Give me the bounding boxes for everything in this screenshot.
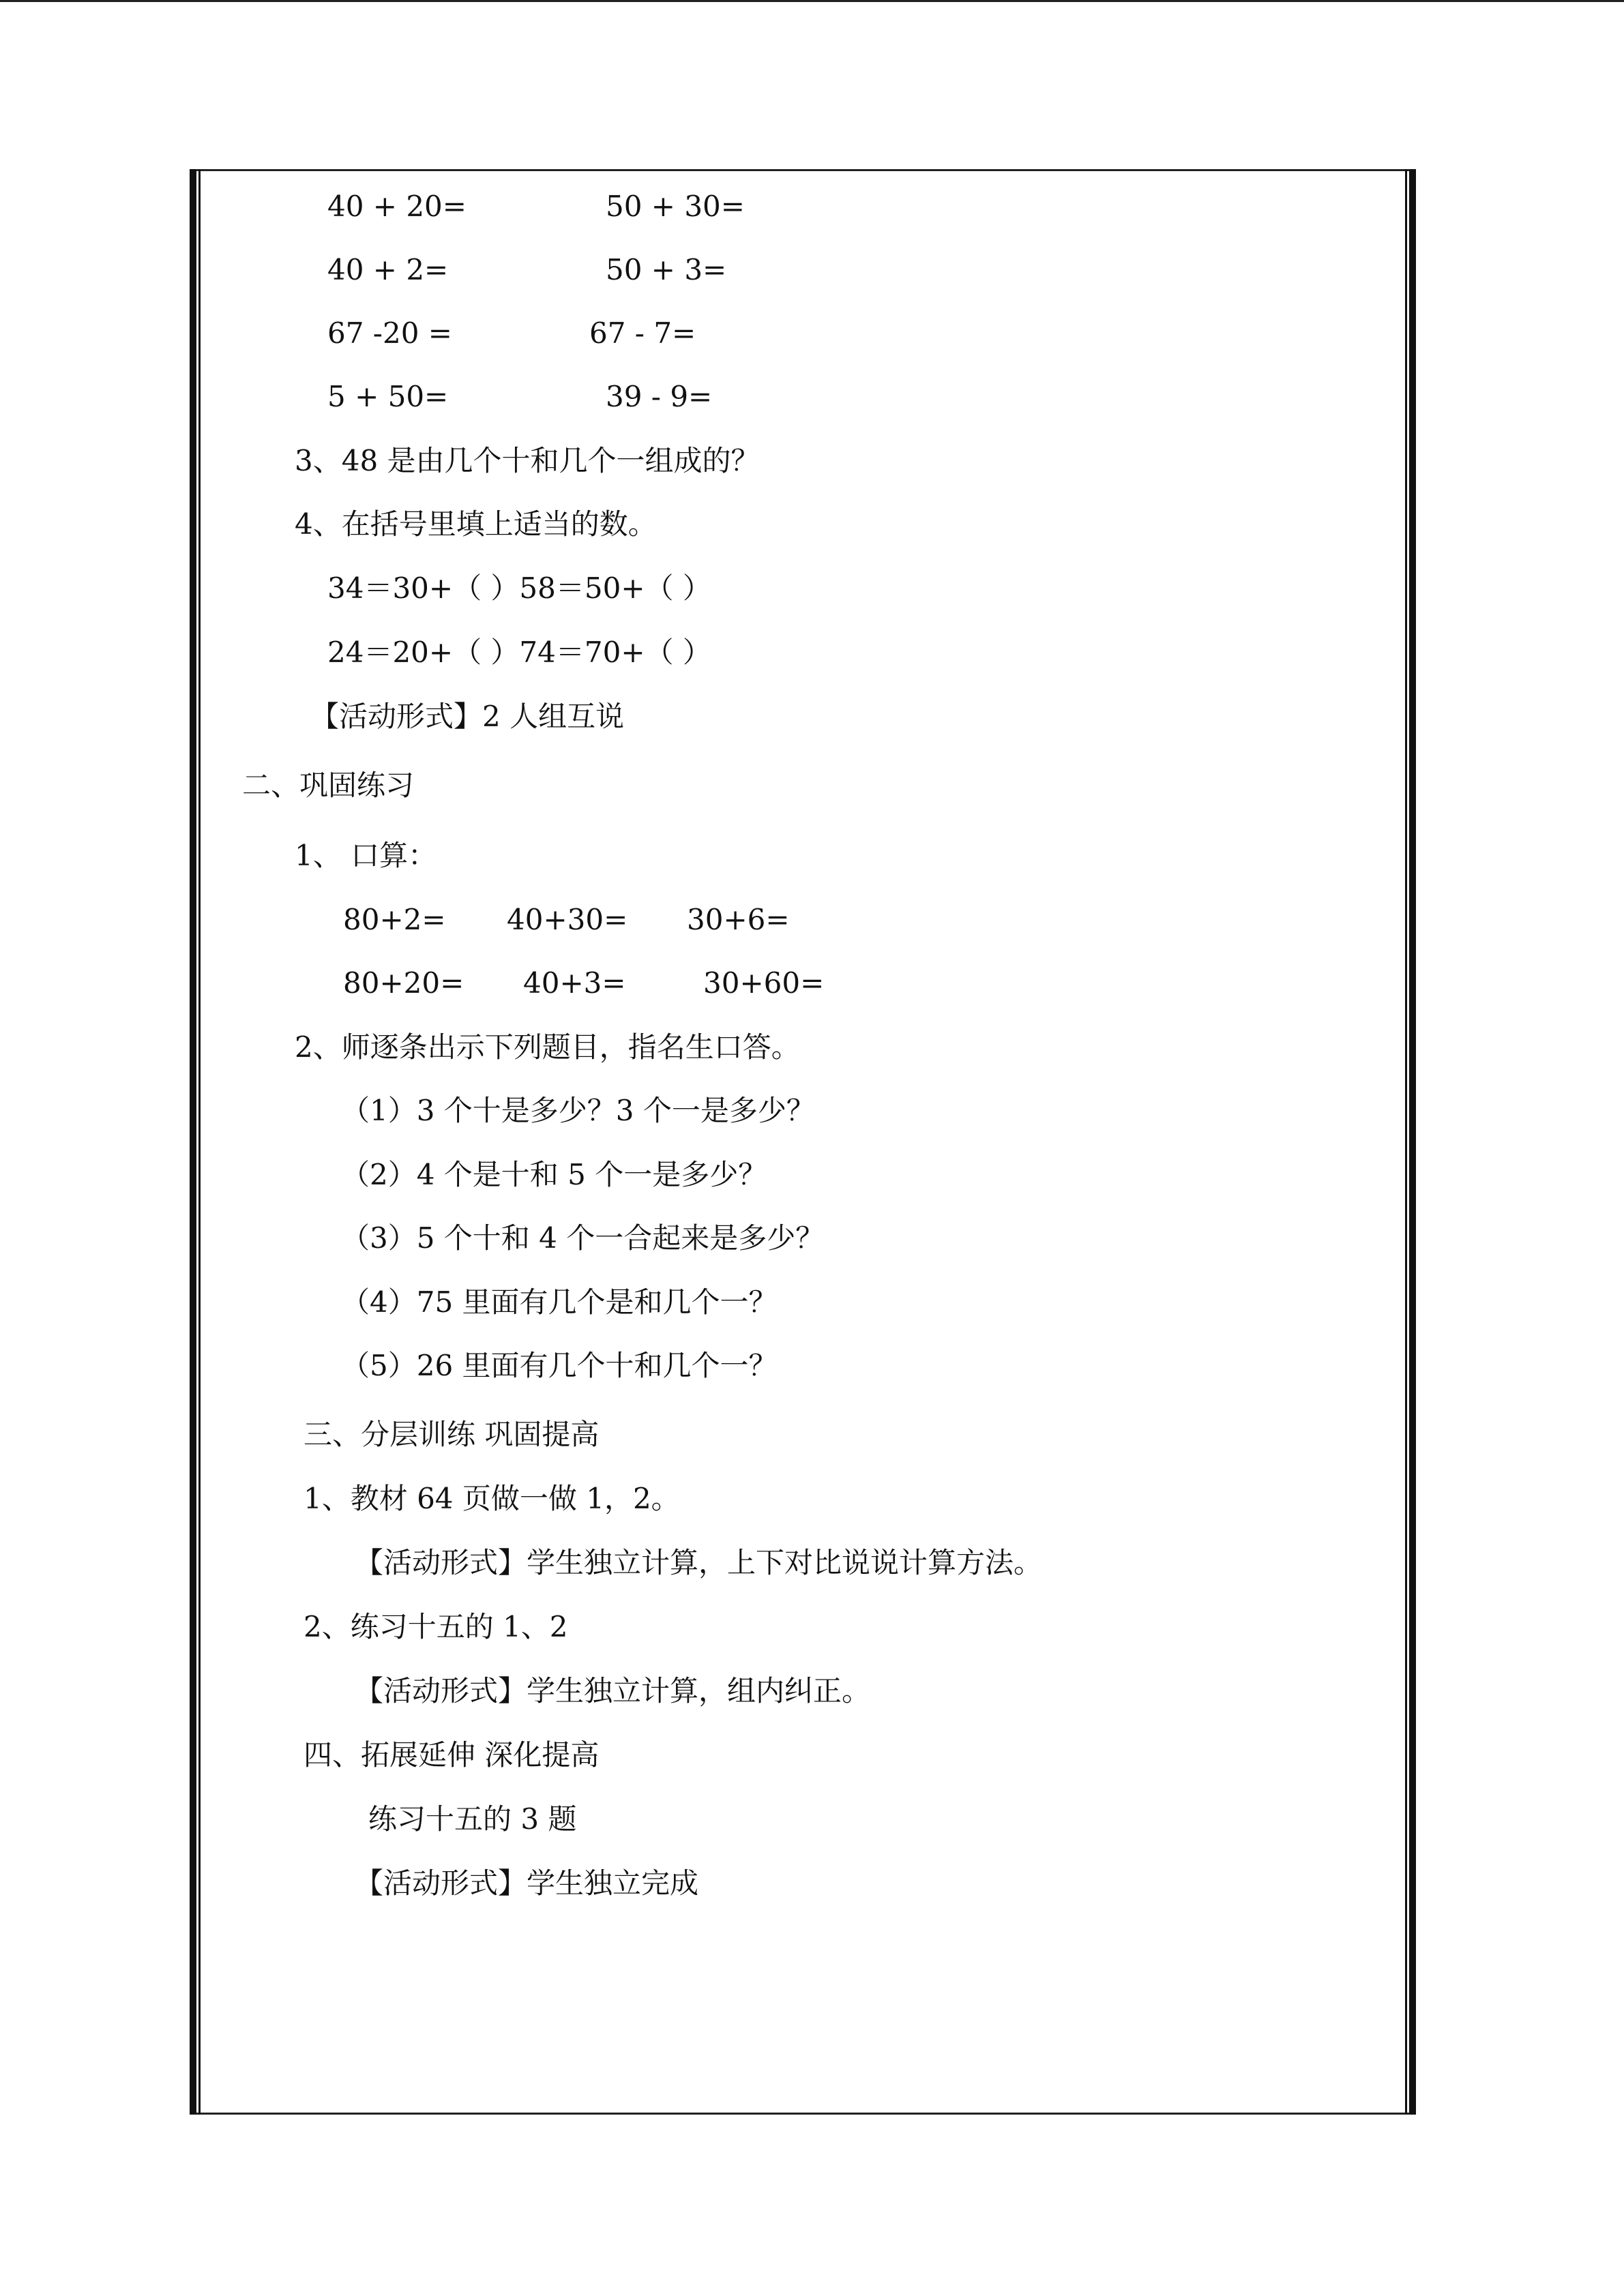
expr-5-plus-50: 5 + 50= <box>327 380 449 413</box>
sub-question-1: （1）3 个十是多少？3 个一是多少？ <box>341 1094 815 1127</box>
expr-67-minus-7: 67 - 7= <box>589 316 696 350</box>
expr-30-plus-6: 30+6= <box>687 903 790 936</box>
expr-30-plus-60: 30+60= <box>703 966 825 1000</box>
page-top-rule <box>0 0 1624 2</box>
section-4-heading: 四、拓展延伸 深化提高 <box>304 1738 600 1772</box>
question-4: 4、在括号里填上适当的数。 <box>295 507 657 541</box>
expr-40-plus-20: 40 + 20= <box>327 190 467 223</box>
expr-80-plus-2: 80+2= <box>343 903 446 936</box>
expr-39-minus-9: 39 - 9= <box>606 380 713 413</box>
expr-40-plus-2: 40 + 2= <box>327 253 449 286</box>
section-2-heading: 二、巩固练习 <box>242 769 415 802</box>
item-oral-calc: 1、 口算： <box>295 839 437 872</box>
expr-50-plus-3: 50 + 3= <box>606 253 727 286</box>
expr-50-plus-30: 50 + 30= <box>606 190 745 223</box>
expr-40-plus-3: 40+3= <box>523 966 626 1000</box>
sub-question-5: （5）26 里面有几个十和几个一？ <box>341 1349 778 1382</box>
activity-form-1: 【活动形式】2 人组互说 <box>310 700 625 733</box>
fill-in-row-1: 34＝30+（ ）58＝50+（ ） <box>327 571 711 605</box>
expr-40-plus-30: 40+30= <box>507 903 628 936</box>
sub-question-4: （4）75 里面有几个是和几个一？ <box>341 1285 778 1319</box>
section-3-heading: 三、分层训练 巩固提高 <box>304 1418 600 1451</box>
activity-form-4: 【活动形式】学生独立完成 <box>355 1866 699 1900</box>
expr-67-minus-20: 67 -20 = <box>327 316 452 350</box>
item-teacher-questions: 2、师逐条出示下列题目，指名生口答。 <box>295 1030 800 1064</box>
fill-in-row-2: 24＝20+（ ）74＝70+（ ） <box>327 636 711 669</box>
item-textbook: 1、教材 64 页做一做 1，2。 <box>304 1482 680 1515</box>
item-exercise-15-q3: 练习十五的 3 题 <box>368 1802 577 1836</box>
question-3: 3、48 是由几个十和几个一组成的？ <box>295 444 760 477</box>
sub-question-3: （3）5 个十和 4 个一合起来是多少？ <box>341 1221 825 1255</box>
activity-form-3: 【活动形式】学生独立计算，组内纠正。 <box>355 1674 871 1708</box>
expr-80-plus-20: 80+20= <box>343 966 464 1000</box>
item-exercise-15: 2、练习十五的 1、2 <box>304 1610 568 1643</box>
activity-form-2: 【活动形式】学生独立计算，上下对比说说计算方法。 <box>355 1546 1043 1579</box>
sub-question-2: （2）4 个是十和 5 个一是多少？ <box>341 1158 767 1191</box>
